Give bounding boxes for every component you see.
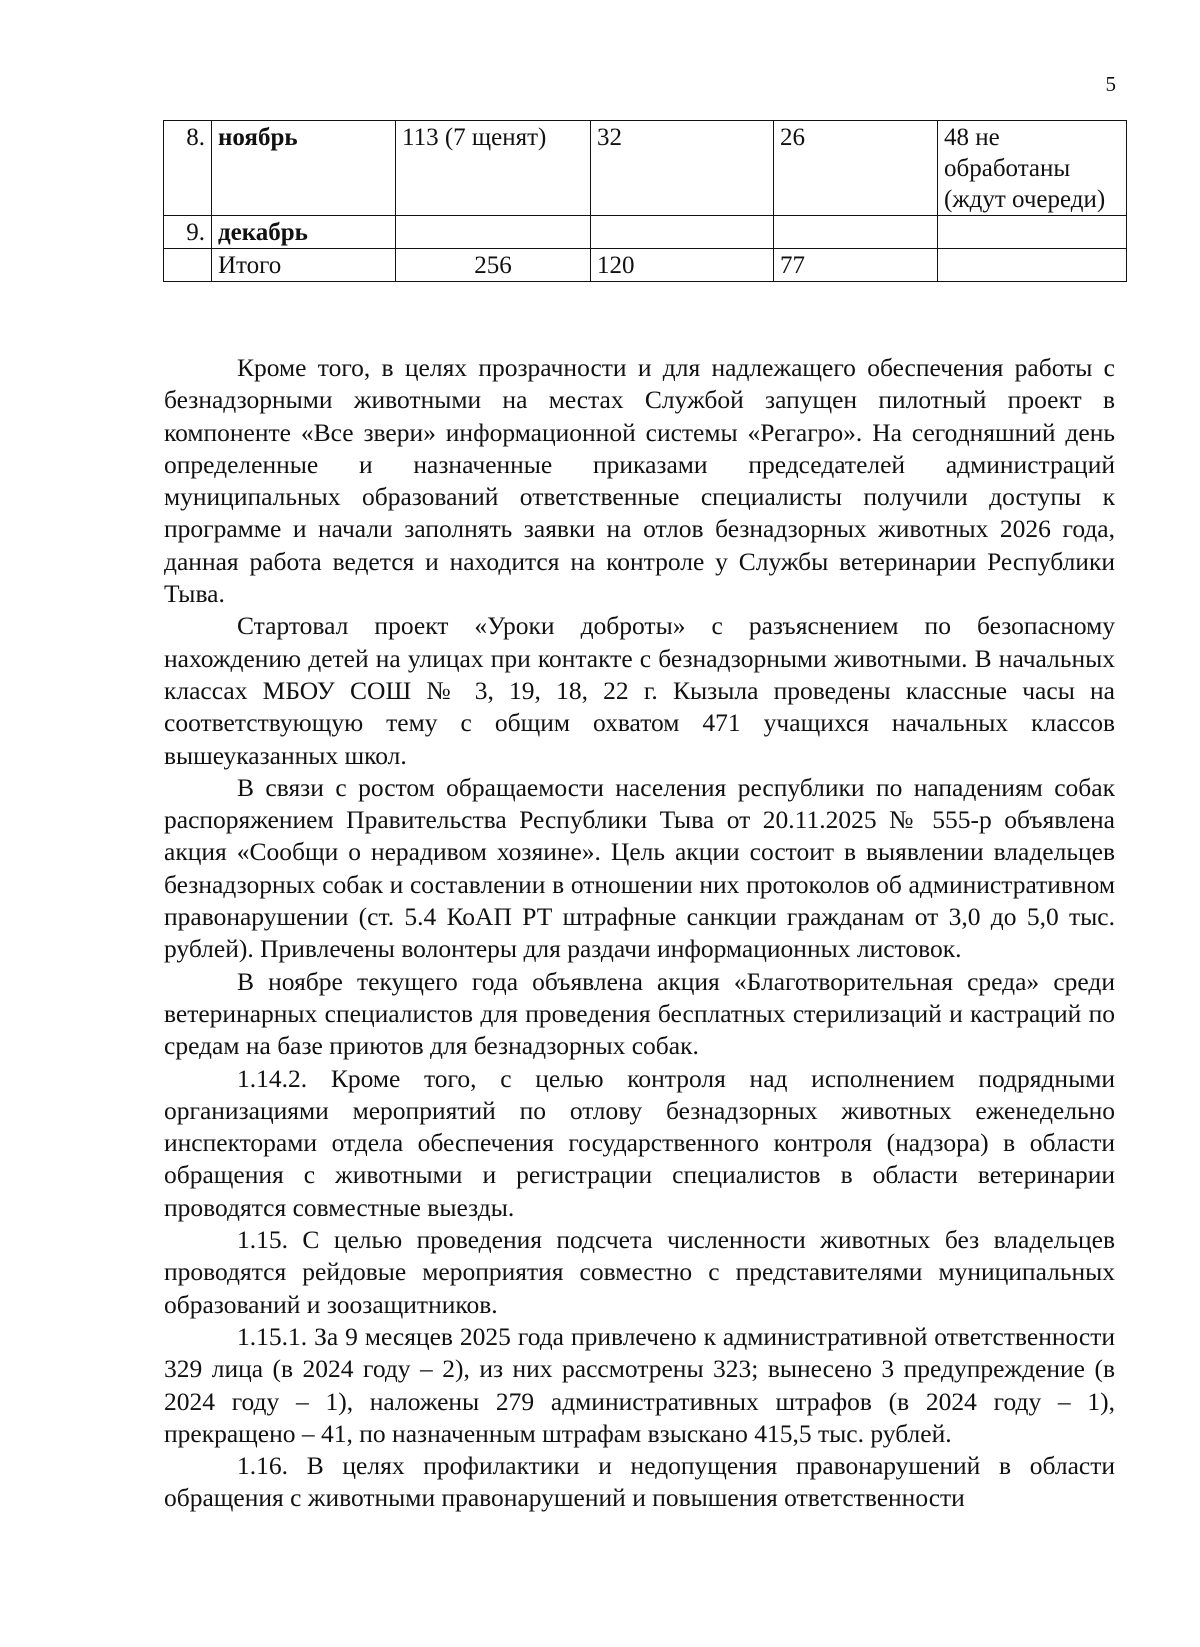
table-cell: 32 [591, 121, 774, 216]
body-text [164, 352, 1115, 1515]
total-label: Итого [212, 249, 396, 282]
table-row [164, 216, 1127, 249]
table-cell: 48 не обработаны (ждут очереди) [938, 121, 1127, 216]
paragraph: 1.15.1. За 9 месяцев 2025 года привлечено к административной ответственности 329 лица (в 2024 году – 2), из них рассмотрены 323; вынесено 3 предупреждение (в 2024 году – 1), наложены 279 административных штрафов (в 2024 году – 1), прекращено – 41, по назначенным штрафам взыскано 415,5 тыс. рублей. [164, 1321, 1115, 1448]
paragraph: В связи с ростом обращаемости населения республики по нападениям собак распоряжением Правительства Республики Тыва от 20.11.2025 № 555-р объявлена акция «Сообщи о нерадивом хозяине». Цель акции состоит в выявлении владельцев безнадзорных собак и составлении в отношении них протоколов об административном правонарушении (ст. 5.4 КоАП РТ штрафные санкции гражданам от 3,0 до 5,0 тыс. рублей). Привлечены волонтеры для раздачи информационных листовок. [164, 772, 1115, 964]
row-number: 8. [164, 121, 212, 216]
table-cell: 113 (7 щенят) [396, 121, 591, 216]
table-cell [938, 216, 1127, 249]
paragraph: Стартовал проект «Уроки доброты» с разъяснением по безопасному нахождению детей на улицах при контакте с безнадзорными животными. В начальных классах МБОУ СОШ № 3, 19, 18, 22 г. Кызыла проведены классные часы на соответствующую тему с общим охватом 471 учащихся начальных классов вышеуказанных школ. [164, 611, 1115, 770]
paragraph: В ноябре текущего года объявлена акция «Благотворительная среда» среди ветеринарных специалистов для проведения бесплатных стерилизаций и кастраций по средам на базе приютов для безнадзорных собак. [164, 966, 1115, 1061]
page-number: 5 [1105, 72, 1116, 96]
row-number [164, 249, 212, 282]
table-cell: 256 [396, 249, 591, 282]
table-cell [396, 216, 591, 249]
row-number: 9. [164, 216, 212, 249]
table-total-row [164, 249, 1127, 282]
paragraph: 1.15. С целью проведения подсчета численности животных без владельцев проводятся рейдовые мероприятия совместно с представителями муниципальных образований и зоозащитников. [164, 1225, 1115, 1319]
paragraph: 1.16. В целях профилактики и недопущения правонарушений в области обращения с животными правонарушений и повышения ответственности [164, 1451, 1115, 1513]
table-cell [774, 216, 938, 249]
paragraph: 1.14.2. Кроме того, с целью контроля над исполнением подрядными организациями мероприятий по отлову безнадзорных животных еженедельно инспекторами отдела обеспечения государственного контроля (надзора) в области обращения с животными и регистрации специалистов в области ветеринарии проводятся совместные выезды. [164, 1063, 1115, 1222]
paragraph: Кроме того, в целях прозрачности и для надлежащего обеспечения работы с безнадзорными животными на местах Службой запущен пилотный проект в компоненте «Все звери» информационной системы «Регагро». На сегодняшний день определенные и назначенные приказами председателей администраций муниципальных образований ответственные специалисты получили доступы к программе и начали заполнять заявки на отлов безнадзорных животных 2026 года, данная работа ведется и находится на контроле у Службы ветеринарии Республики Тыва. [164, 353, 1115, 609]
table-cell [591, 216, 774, 249]
statistics-table [163, 120, 1127, 282]
table-cell [938, 249, 1127, 282]
table-cell: 26 [774, 121, 938, 216]
month-cell: декабрь [212, 216, 396, 249]
month-cell: ноябрь [212, 121, 396, 216]
table-cell: 120 [591, 249, 774, 282]
table-cell: 77 [774, 249, 938, 282]
table-row [164, 121, 1127, 216]
